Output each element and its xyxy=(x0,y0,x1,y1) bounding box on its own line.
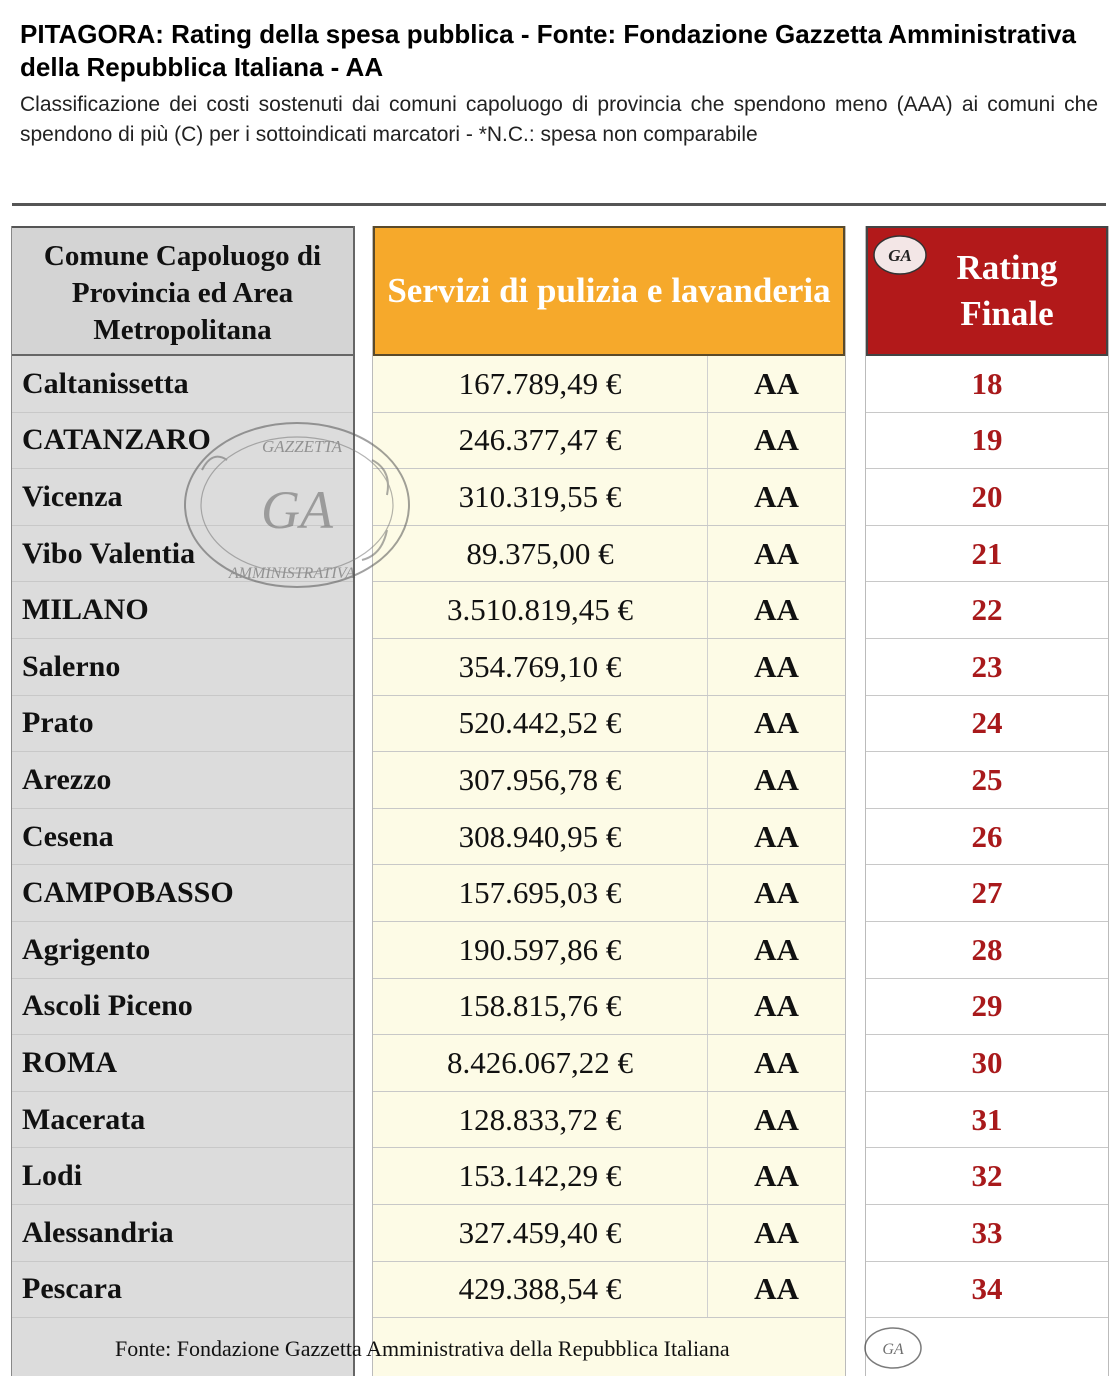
table-row xyxy=(373,413,845,470)
spending-amount: 310.319,55 € xyxy=(373,469,708,525)
table-row xyxy=(12,1205,353,1262)
spending-amount: 520.442,52 € xyxy=(373,696,708,752)
city-name: Salerno xyxy=(22,649,121,683)
svg-text:GA: GA xyxy=(261,480,333,540)
table-row xyxy=(866,1148,1108,1205)
table-row xyxy=(12,639,353,696)
city-column xyxy=(11,226,355,1376)
spending-amount: 8.426.067,22 € xyxy=(373,1035,708,1091)
final-rank: 23 xyxy=(971,648,1003,684)
spending-amount: 153.142,29 € xyxy=(373,1148,708,1204)
city-column-header: Comune Capoluogo di Provincia ed Area Metropolitana xyxy=(12,226,353,356)
rating-grade: AA xyxy=(754,592,799,628)
table-row xyxy=(12,979,353,1036)
svg-text:GAZZETTA: GAZZETTA xyxy=(262,437,342,456)
table-row xyxy=(373,979,845,1036)
spending-amount: 354.769,10 € xyxy=(373,639,708,695)
city-name: Caltanissetta xyxy=(22,366,189,400)
table-row xyxy=(373,639,845,696)
table-row xyxy=(12,809,353,866)
city-name: Alessandria xyxy=(22,1215,174,1249)
final-rank: 34 xyxy=(971,1271,1003,1307)
final-rank: 30 xyxy=(971,1044,1003,1080)
table-row xyxy=(12,696,353,753)
table-row xyxy=(866,979,1108,1036)
table-row xyxy=(12,1262,353,1319)
table-row xyxy=(373,809,845,866)
rating-grade: AA xyxy=(754,365,799,401)
table-row xyxy=(373,469,845,526)
ga-footer-logo-icon xyxy=(862,1325,924,1371)
final-rank: 26 xyxy=(971,818,1003,854)
spending-amount: 128.833,72 € xyxy=(373,1092,708,1148)
table-row xyxy=(866,639,1108,696)
final-rank: 21 xyxy=(971,535,1003,571)
table-row xyxy=(866,865,1108,922)
table-row xyxy=(866,922,1108,979)
city-name: Agrigento xyxy=(22,932,151,966)
spending-amount: 89.375,00 € xyxy=(373,526,708,582)
service-rows xyxy=(373,356,845,1318)
rating-grade: AA xyxy=(754,818,799,854)
table-row xyxy=(866,526,1108,583)
table-row xyxy=(866,696,1108,753)
rating-grade: AA xyxy=(754,648,799,684)
table-row xyxy=(866,356,1108,413)
service-column xyxy=(372,226,846,1376)
table-row xyxy=(12,865,353,922)
city-name: Lodi xyxy=(22,1159,83,1193)
rating-grade: AA xyxy=(754,761,799,797)
final-rank: 28 xyxy=(971,931,1003,967)
service-column-header: Servizi di pulizia e lavanderia xyxy=(373,226,845,356)
final-rank: 32 xyxy=(971,1158,1003,1194)
rating-grade: AA xyxy=(754,931,799,967)
rating-grade: AA xyxy=(754,1214,799,1250)
divider xyxy=(12,203,1106,206)
city-name: CAMPOBASSO xyxy=(22,876,234,910)
table-row xyxy=(373,1148,845,1205)
table-row xyxy=(373,582,845,639)
city-name: MILANO xyxy=(22,593,149,627)
table-row xyxy=(866,752,1108,809)
table-row xyxy=(866,413,1108,470)
rating-grade: AA xyxy=(754,422,799,458)
spending-amount: 158.815,76 € xyxy=(373,979,708,1035)
table-row xyxy=(373,356,845,413)
spending-amount: 190.597,86 € xyxy=(373,922,708,978)
final-rank: 24 xyxy=(971,705,1003,741)
table-row xyxy=(373,1262,845,1319)
spending-amount: 308.940,95 € xyxy=(373,809,708,865)
table-row xyxy=(373,1035,845,1092)
city-name: Cesena xyxy=(22,819,114,853)
city-name: Ascoli Piceno xyxy=(22,989,193,1023)
city-name: Macerata xyxy=(22,1102,146,1136)
table-row xyxy=(373,922,845,979)
source-note: Fonte: Fondazione Gazzetta Amministrativa della Repubblica Italiana xyxy=(115,1336,730,1361)
table-row xyxy=(866,582,1108,639)
table-row xyxy=(866,1205,1108,1262)
table-row xyxy=(12,922,353,979)
city-name: Vibo Valentia xyxy=(22,536,196,570)
rating-grade: AA xyxy=(754,875,799,911)
spending-amount: 167.789,49 € xyxy=(373,356,708,412)
city-name: Prato xyxy=(22,706,94,740)
rating-grade: AA xyxy=(754,1044,799,1080)
page-title: PITAGORA: Rating della spesa pubblica - Fonte: Fondazione Gazzetta Amministrativa della Repubblica Italiana - AA xyxy=(20,19,1077,82)
final-rank: 22 xyxy=(971,592,1003,628)
table-row xyxy=(12,356,353,413)
final-rank: 25 xyxy=(971,761,1003,797)
svg-text:AMMINISTRATIVA: AMMINISTRATIVA xyxy=(228,565,356,582)
spending-amount: 429.388,54 € xyxy=(373,1262,708,1318)
rating-rows xyxy=(866,356,1108,1318)
page-subtitle: Classificazione dei costi sostenuti dai comuni capoluogo di provincia che spendono meno (AAA) ai comuni che spendono di più (C) per i sottoindicati marcatori - *N.C.: spesa non comparabile xyxy=(20,93,1098,146)
table-row xyxy=(373,752,845,809)
svg-text:GA: GA xyxy=(882,1341,904,1358)
spending-amount: 246.377,47 € xyxy=(373,413,708,469)
rating-grade: AA xyxy=(754,1158,799,1194)
spending-amount: 307.956,78 € xyxy=(373,752,708,808)
rating-grade: AA xyxy=(754,1271,799,1307)
spending-amount: 3.510.819,45 € xyxy=(373,582,708,638)
table-row xyxy=(866,809,1108,866)
table-row xyxy=(12,752,353,809)
rating-grade: AA xyxy=(754,478,799,514)
table-row xyxy=(373,696,845,753)
rating-grade: AA xyxy=(754,988,799,1024)
table-row xyxy=(866,1262,1108,1319)
table-row xyxy=(12,1092,353,1149)
ga-logo-icon xyxy=(870,232,930,278)
rating-grade: AA xyxy=(754,705,799,741)
final-rank: 31 xyxy=(971,1101,1003,1137)
table-row xyxy=(373,865,845,922)
rating-header-label: Rating Finale xyxy=(956,248,1058,333)
final-rank: 29 xyxy=(971,988,1003,1024)
city-name: Pescara xyxy=(22,1272,122,1306)
final-rank: 27 xyxy=(971,875,1003,911)
rating-grade: AA xyxy=(754,1101,799,1137)
rating-column-header xyxy=(866,226,1108,356)
table-row xyxy=(12,1148,353,1205)
gazzetta-amministrativa-watermark-icon xyxy=(172,410,422,600)
city-name: ROMA xyxy=(22,1045,117,1079)
table-row xyxy=(373,1205,845,1262)
table-row xyxy=(373,1092,845,1149)
table-row xyxy=(866,469,1108,526)
rating-grade: AA xyxy=(754,535,799,571)
table-row xyxy=(373,526,845,583)
table-row xyxy=(866,1035,1108,1092)
city-name: Vicenza xyxy=(22,479,123,513)
final-rank: 18 xyxy=(971,365,1003,401)
final-rank: 20 xyxy=(971,478,1003,514)
city-name: Arezzo xyxy=(22,762,112,796)
spending-amount: 157.695,03 € xyxy=(373,865,708,921)
ga-logo-text: GA xyxy=(888,246,912,265)
spending-amount: 327.459,40 € xyxy=(373,1205,708,1261)
city-name: CATANZARO xyxy=(22,423,211,457)
table-row xyxy=(866,1092,1108,1149)
rating-column xyxy=(865,226,1109,1376)
final-rank: 19 xyxy=(971,422,1003,458)
final-rank: 33 xyxy=(971,1214,1003,1250)
table-row xyxy=(12,1035,353,1092)
